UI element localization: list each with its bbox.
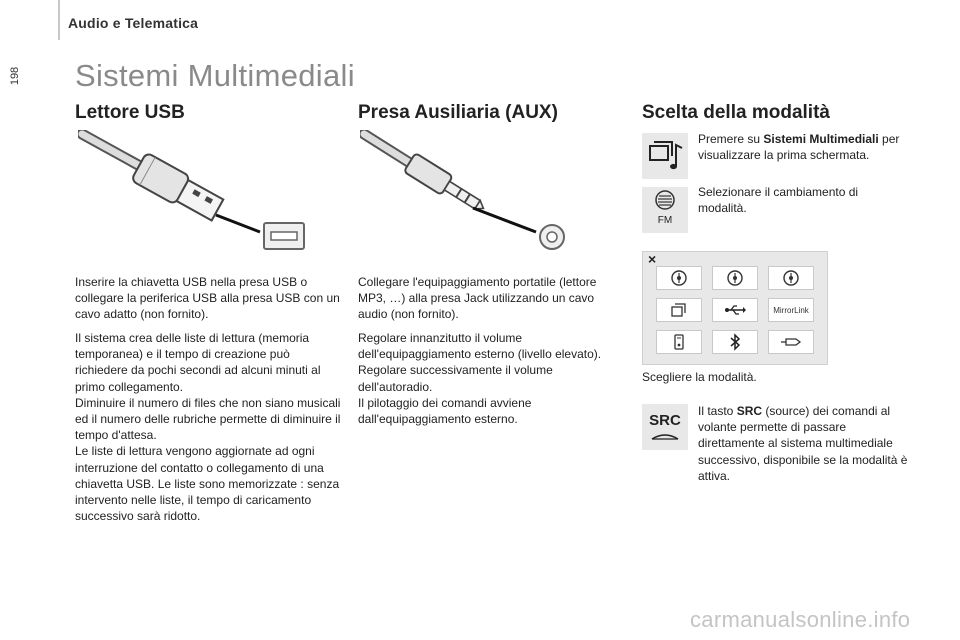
mode-heading: Scelta della modalità xyxy=(642,102,830,123)
mode-step-1-bold: Sistemi Multimediali xyxy=(763,132,879,146)
aux-jack-illustration xyxy=(360,130,580,255)
src-label: SRC xyxy=(649,412,681,429)
source-button-bluetooth[interactable] xyxy=(712,330,758,354)
usb-icon xyxy=(724,303,746,317)
usb-text-line: Il sistema crea delle liste di lettura (memoria temporanea) e il tempo di creazione può richiedere da pochi secondi ad alcuni minuti al primo collegamento. xyxy=(75,331,321,394)
mode-step-4 xyxy=(698,403,912,484)
aux-paragraph-2 xyxy=(358,330,616,427)
multimedia-icon xyxy=(642,133,688,179)
aux-icon xyxy=(780,337,802,347)
watermark: carmanualsonline.info xyxy=(690,607,911,632)
usb-heading: Lettore USB xyxy=(75,102,185,123)
source-button-radio-1[interactable] xyxy=(656,266,702,290)
phone-icon xyxy=(672,333,686,351)
aux-text-line: Regolare innanzitutto il volume dell'equipaggiamento esterno (livello elevato). xyxy=(358,331,602,362)
aux-paragraph-1: Collegare l'equipaggiamento portatile (lettore MP3, …) alla presa Jack utilizzando un cavo audio (non fornito). xyxy=(358,275,597,322)
source-button-mirrorlink[interactable] xyxy=(768,298,814,322)
header-rule xyxy=(58,0,60,40)
src-button-icon xyxy=(642,404,688,450)
fm-radio-icon xyxy=(642,187,688,233)
source-button-aux[interactable] xyxy=(768,330,814,354)
mode-step-3: Scegliere la modalità. xyxy=(642,370,757,384)
mode-step-2: Selezionare il cambiamento di modalità. xyxy=(698,185,859,216)
mirrorlink-label: MirrorLink xyxy=(773,305,809,315)
page-number: 198 xyxy=(9,66,22,86)
section-label: Audio e Telematica xyxy=(68,15,199,31)
media-icon xyxy=(670,301,688,319)
usb-paragraph-1: Inserire la chiavetta USB nella presa USB o collegare la periferica USB alla presa USB con un cavo adatto (non fornito). xyxy=(75,275,340,322)
mode-step-1-suffix: per visualizzare la prima schermata. xyxy=(698,132,900,163)
mode-step-1-prefix: Premere su xyxy=(698,132,764,146)
usb-plug-illustration xyxy=(78,130,318,255)
aux-heading: Presa Ausiliaria (AUX) xyxy=(358,102,558,123)
radio-icon xyxy=(726,269,744,287)
bluetooth-icon xyxy=(729,333,741,351)
close-icon[interactable]: × xyxy=(648,251,657,267)
mode-step-4-suffix: (source) dei comandi al volante permette di passare direttamente al sistema multimediale successivo, disponibile se la modalità è attiva. xyxy=(698,404,908,483)
mode-step-4-prefix: Il tasto xyxy=(698,404,737,418)
usb-text-line: Le liste di lettura vengono aggiornate ad ogni interruzione del contatto o collegamento di una chiavetta USB. Le liste sono memorizzate : senza intervento nelle liste, il tempo di caricamento successivo sarà ridotto. xyxy=(75,444,340,524)
usb-paragraph-2 xyxy=(75,330,343,524)
source-menu xyxy=(642,251,828,365)
source-button-phone[interactable] xyxy=(656,330,702,354)
aux-text-line: Regolare successivamente il volume dell'autoradio. xyxy=(358,363,553,394)
source-button-radio-3[interactable] xyxy=(768,266,814,290)
mode-step-4-bold: SRC xyxy=(736,404,763,418)
fm-label: FM xyxy=(657,215,673,226)
page-title: Sistemi Multimediali xyxy=(75,58,355,93)
usb-text-line: Diminuire il numero di files che non siano musicali ed il numero delle rubriche permette di diminuire il tempo d'attesa. xyxy=(75,395,341,443)
source-button-radio-2[interactable] xyxy=(712,266,758,290)
aux-text-line: Il pilotaggio dei comandi avviene dall'equipaggiamento esterno. xyxy=(358,395,532,427)
source-button-usb[interactable] xyxy=(712,298,758,322)
source-button-media[interactable] xyxy=(656,298,702,322)
radio-icon xyxy=(782,269,800,287)
mode-step-1 xyxy=(698,131,918,163)
radio-icon xyxy=(670,269,688,287)
